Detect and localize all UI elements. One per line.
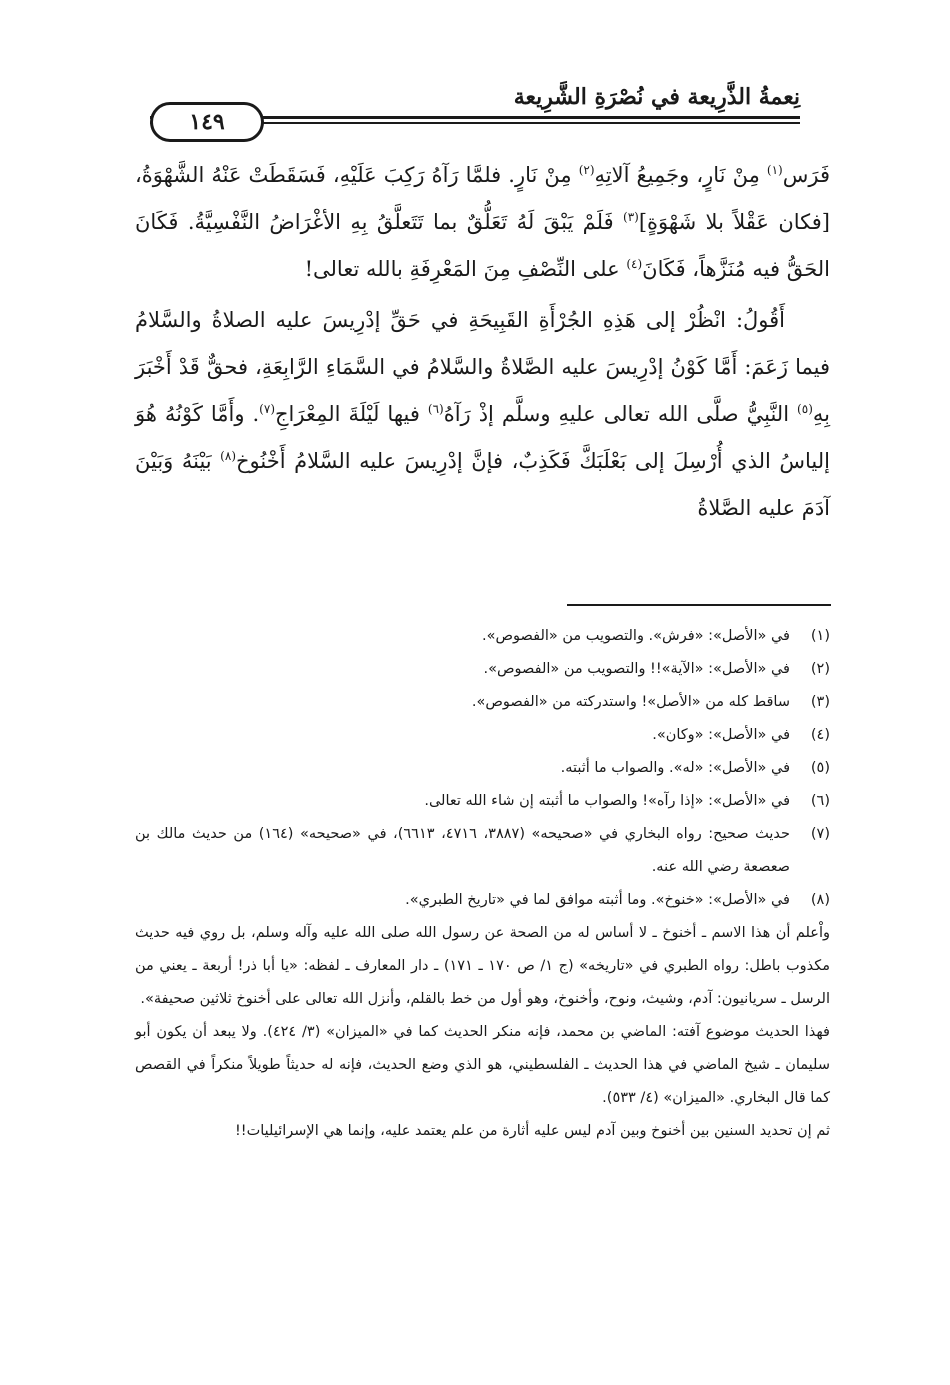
book-title: نِعمةُ الذَّرِيعة في نُصْرَةِ الشَّرِيعة [513, 84, 800, 110]
footnote-text: في «الأصل»: «خنوخ». وما أثبته موافق لما في «تاريخ الطبري». [405, 892, 790, 908]
footnote-ref-8[interactable]: (٨) [220, 449, 236, 463]
footnote-8-paragraph-1: واْعلم أن هذا الاسم ـ أخنوخ ـ لا أساس له من الصحة عن رسول الله صلى الله عليه وآله وسلم، بل روي فيه حديث مكذوب باطل: رواه الطبري في «تاريخه» (ج ١/ ص ١٧٠ ـ ١٧١) ـ دار المعارف ـ لفظه: «يا أبا ذر! أربعة ـ يعني من الرسل ـ سريانيون: آدم، وشيث، ونوح، وأخنوخ، وهو أول من خط بالقلم، وأنزل الله تعالى على أخنوخ ثلاثين صحيفة». [135, 925, 830, 1007]
footnote-ref-4[interactable]: (٤) [626, 257, 643, 271]
footnote-text: ساقط كله من «الأصل»! واستدركته من «الفصوص». [471, 694, 790, 710]
footnote-number: (٢) [810, 661, 830, 677]
footnote-ref-3[interactable]: (٣) [623, 210, 639, 224]
text-run: مِنْ نَارٍ. فلمَّا رَآهُ رَكِبَ عَلَيْهِ، فَسَقَطَتْ عَنْهُ الشَّهْوَةُ، [فكان عَقْلاً بلا شَهْوَةٍ] [135, 163, 830, 234]
footnote-number: (٨) [810, 892, 830, 908]
footnote-8-paragraph-2: فهذا الحديث موضوع آفته: الماضي بن محمد، فإنه منكر الحديث كما في «الميزان» (٣/ ٤٢٤). ولا يبعد أن يكون أبو سليمان ـ شيخ الماضي في هذا الحديث ـ الفلسطيني، هو الذي وضع الحديث، فإنه له حديثاً طويلاً منكراً في القصص كما قال البخاري. «الميزان» (٤/ ٥٣٣). [135, 1024, 830, 1106]
footnotes [135, 620, 830, 1148]
paragraph-2 [135, 297, 830, 532]
footnote-number: (١) [810, 628, 830, 644]
footnote-text: في «الأصل»: «الآية»!! والتصويب من «الفصوص». [483, 661, 790, 677]
text-run: النَّبِيُّ صلَّى الله تعالى عليهِ وسلَّم إذْ رَآهُ [443, 402, 798, 426]
footnote-ref-7[interactable]: (٧) [259, 402, 275, 416]
footnote-1 [135, 620, 830, 653]
text-run: فيها لَيْلَةَ المِعْرَاجِ [275, 402, 428, 426]
footnote-5 [135, 752, 830, 785]
footnote-8 [135, 884, 830, 917]
text-run: بَيْنَهُ وَبَيْنَ آدَمَ عليه الصَّلاةُ [135, 449, 830, 520]
footnote-ref-1[interactable]: (١) [766, 163, 783, 177]
running-header [150, 78, 800, 138]
footnote-text: حديث صحيح: رواه البخاري في «صحيحه» (٣٨٨٧، ٤٧١٦، ٦٦١٣)، في «صحيحه» (١٦٤) من حديث مالك بن صعصعة رضي الله عنه. [135, 826, 790, 875]
footnote-ref-5[interactable]: (٥) [797, 402, 813, 416]
footnote-number: (٤) [810, 727, 830, 743]
page-number: ١٤٩ [150, 102, 264, 142]
paragraph-1 [135, 152, 830, 293]
footnote-2 [135, 653, 830, 686]
text-run: على النِّصْفِ مِنَ المَعْرِفَةِ بالله تعالى! [304, 257, 627, 281]
footnote-7 [135, 818, 830, 884]
footnote-4 [135, 719, 830, 752]
footnote-number: (٦) [810, 793, 830, 809]
footnote-6 [135, 785, 830, 818]
footnote-number: (٥) [810, 760, 830, 776]
footnote-text: في «الأصل»: «إذا رآه»! والصواب ما أثبته إن شاء الله تعالى. [424, 793, 790, 809]
footnote-8-paragraph-3: ثم إن تحديد السنين بين أخنوخ وبين آدم ليس عليه أثارة من علم يعتمد عليه، وإنما هي الإسرائيليات!! [234, 1123, 830, 1139]
main-text [135, 152, 830, 532]
text-run: . وأَمَّا كَوْنُهُ هُوَ إلياسُ الذي أُرْسِلَ إلى بَعْلَبَكَّ فَكَذِبٌ، فإنَّ إدْرِيسَ عليه السَّلامُ أَخْنُوخ [135, 402, 830, 473]
footnote-number: (٧) [810, 826, 830, 842]
text-run: فَرَس [782, 163, 830, 187]
text-run: مِنْ نَارٍ، وجَمِيعُ آلاتِهِ [594, 163, 767, 187]
footnote-text: في «الأصل»: «فرش». والتصويب من «الفصوص». [482, 628, 790, 644]
text-run: أَقُولُ: انْظُرْ إلى هَذِهِ الجُرْأَةِ القَبِيحَةِ في حَقِّ إدْرِيسَ عليه الصلاةُ والسَّلامُ فيما زَعَمَ: أَمَّا كَوْنُ إدْرِيسَ عليه الصَّلاةُ والسَّلامُ في السَّمَاءِ الرَّابِعَةِ، فحقٌّ قَدْ أَخْبَرَ بِهِ [135, 308, 830, 426]
footnote-number: (٣) [810, 694, 830, 710]
footnote-3 [135, 686, 830, 719]
footnote-text: في «الأصل»: «وكان». [652, 727, 790, 743]
footnote-ref-6[interactable]: (٦) [427, 402, 444, 416]
footnote-ref-2[interactable]: (٢) [578, 163, 595, 177]
footnote-text: في «الأصل»: «له». والصواب ما أثبته. [560, 760, 790, 776]
footnote-separator [567, 604, 831, 606]
text-run: فَلَمْ يَبْقَ لَهُ تَعَلُّقٌ بما تَتَعلَّقُ بِهِ الأغْرَاضُ النَّفْسِيَّةُ. فَكَانَ الحَقُّ فيه مُنَزَّهاً، فَكَانَ [135, 210, 830, 281]
